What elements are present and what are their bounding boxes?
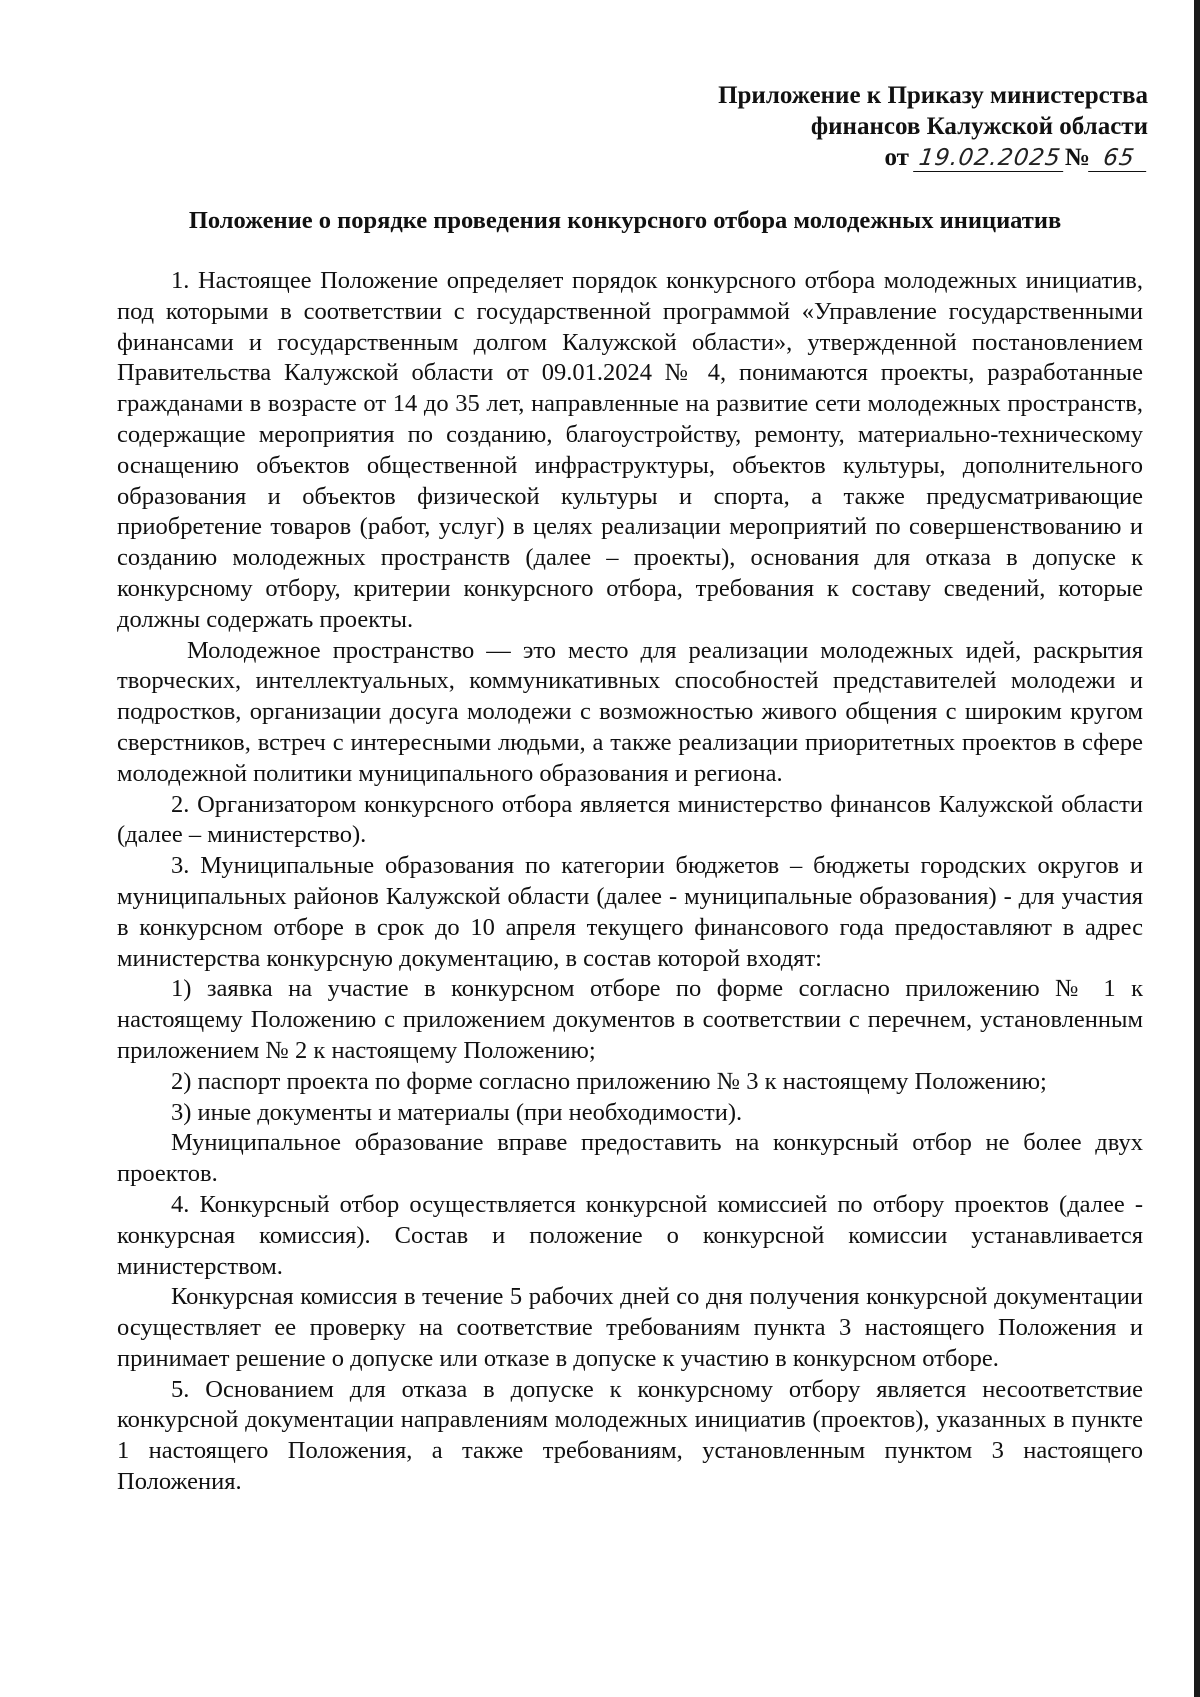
header-line-1: Приложение к Приказу министерства bbox=[718, 82, 1148, 109]
paragraph-4-commission: Конкурсная комиссия в течение 5 рабочих дней со дня получения конкурсной документации осуществляет ее проверку на соответствие требованиям пункта 3 настоящего Положения и принимает решение о допуске или отказе в допуске к участию в конкурсном отборе. bbox=[117, 1283, 1143, 1372]
paragraph-4: 4. Конкурсный отбор осуществляется конкурсной комиссией по отбору проектов (далее - конкурсная комиссия). Состав и положение о конкурсной комиссии устанавливается министерством. bbox=[117, 1190, 1143, 1280]
handwritten-number: 65 bbox=[1088, 145, 1150, 172]
paragraph-3-item-1: 1) заявка на участие в конкурсном отборе по форме согласно приложению № 1 к настоящему Положению с приложением документов в соответствии с перечнем, установленным приложением № 2 к настоящему Положению; bbox=[117, 975, 1143, 1064]
order-annex-header bbox=[548, 80, 1148, 173]
document-title: Положение о порядке проведения конкурсного отбора молодежных инициатив bbox=[188, 207, 1062, 234]
paragraph-5: 5. Основанием для отказа в допуске к конкурсному отбору является несоответствие конкурсной документации направлениям молодежных инициатив (проектов), указанных в пункте 1 настоящего Положения, а также требованиям, установленным пунктом 3 настоящего Положения. bbox=[117, 1375, 1143, 1496]
paragraph-youth-space: Молодежное пространство — это место для реализации молодежных идей, раскрытия творческих, интеллектуальных, коммуникативных способностей представителей молодежи и подростков, организации досуга молодежи с возможностью живого общения с широким кругом сверстников, встреч с интересными людьми, а также реализации приоритетных проектов в сфере молодежной политики муниципального образования и региона. bbox=[117, 636, 1143, 787]
paragraph-2: 2. Организатором конкурсного отбора является министерство финансов Калужской области (далее – министерство). bbox=[117, 790, 1143, 849]
paragraph-3-note: Муниципальное образование вправе предоставить на конкурсный отбор не более двух проектов. bbox=[117, 1129, 1143, 1188]
paragraph-3-item-2: 2) паспорт проекта по форме согласно приложению № 3 к настоящему Положению; bbox=[171, 1067, 1047, 1095]
scan-page-edge bbox=[1194, 0, 1200, 1697]
header-from-prefix: от bbox=[884, 144, 916, 171]
paragraph-1: 1. Настоящее Положение определяет порядок конкурсного отбора молодежных инициатив, под которыми в соответствии с государственной программой «Управление государственными финансами и государственным долгом Калужской области», утвержденной постановлением Правительства Калужской области от 09.01.2024 № 4, понимаются проекты, разработанные гражданами в возрасте от 14 до 35 лет, направленные на развитие сети молодежных пространств, содержащие мероприятия по созданию, благоустройству, ремонту, материально-техническому оснащению объектов общественной инфраструктуры, объектов культуры, дополнительного образования и объектов физической культуры и спорта, а также предусматривающие приобретение товаров (работ, услуг) в целях реализации мероприятий по совершенствованию и созданию молодежных пространств (далее – проекты), основания для отказа в допуске к конкурсному отбору, критерии конкурсного отбора, требования к составу сведений, которые должны содержать проекты. bbox=[117, 267, 1143, 633]
paragraph-3-item-3: 3) иные документы и материалы (при необходимости). bbox=[171, 1098, 743, 1126]
paragraph-3: 3. Муниципальные образования по категории бюджетов – бюджеты городских округов и муниципальных районов Калужской области (далее - муниципальные образования) - для участия в конкурсном отборе в срок до 10 апреля текущего финансового года предоставляют в адрес министерства конкурсную документацию, в состав которой входят: bbox=[117, 852, 1143, 972]
number-sign: № bbox=[1064, 144, 1090, 171]
header-line-2: финансов Калужской области bbox=[810, 113, 1148, 140]
document-body bbox=[117, 266, 1143, 1498]
header-line-3 bbox=[548, 142, 1148, 173]
handwritten-date: 19.02.2025 bbox=[913, 145, 1066, 172]
